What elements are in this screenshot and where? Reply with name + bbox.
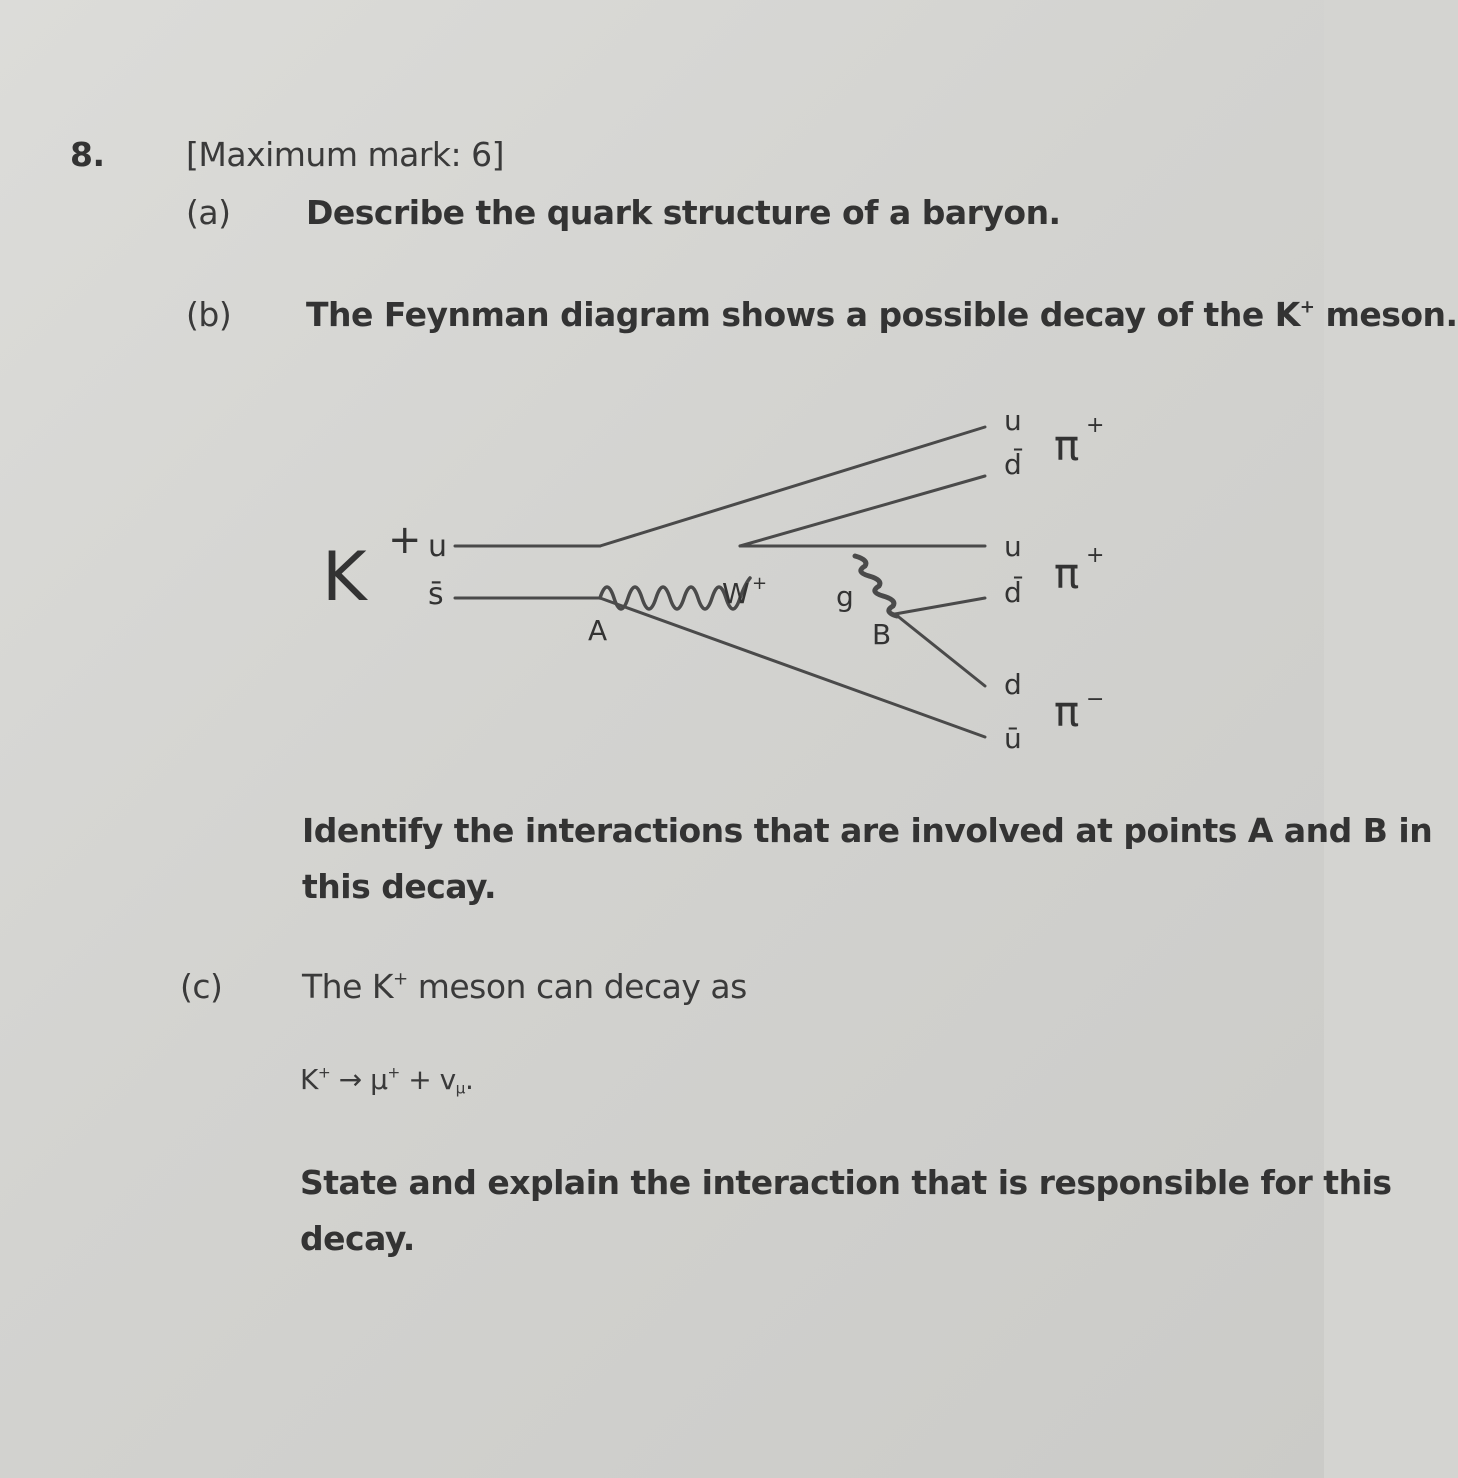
pi1-quark-u: u [1004, 404, 1022, 437]
eq-plus: + [408, 1063, 432, 1096]
pi1-charge: + [1086, 413, 1105, 438]
part-a-label: (a) [186, 193, 231, 232]
w-boson-label: W [722, 577, 750, 610]
part-b-instruction-line2: this decay. [302, 867, 497, 906]
part-c-text [302, 967, 747, 1006]
max-mark: [Maximum mark: 6] [186, 135, 504, 174]
decay-equation [300, 1063, 474, 1098]
part-c-kaon-charge: + [393, 968, 408, 990]
kaon-quark-u: u [428, 529, 448, 564]
vertex-b-label: B [872, 618, 892, 651]
dbar-quark-pi2-line [895, 598, 985, 614]
part-b-text-main: The Feynman diagram shows a possible decay of the K [306, 295, 1300, 334]
pi2-quark-dbar: d̄ [1004, 576, 1022, 609]
pi3-charge: − [1086, 687, 1105, 712]
part-c-instruction-line1: State and explain the interaction that is responsible for this [300, 1163, 1392, 1202]
eq-end: . [464, 1063, 474, 1096]
gluon-label: g [836, 580, 854, 613]
part-b-kaon-charge: + [1299, 296, 1315, 318]
part-c-text-main: The K [302, 967, 394, 1006]
eq-kaon-charge: + [317, 1063, 331, 1082]
ubar-quark-line [600, 598, 985, 737]
part-b-instruction-line1: Identify the interactions that are involved at points A and B in [302, 811, 1433, 850]
u-quark-to-pi1-line [600, 427, 985, 546]
part-b-label: (b) [186, 295, 232, 334]
dbar-quark-pi1-line [740, 476, 985, 546]
part-c-text-end: meson can decay as [407, 967, 747, 1006]
eq-neutrino-flavor: μ [455, 1079, 465, 1098]
d-quark-pi3-line [895, 614, 985, 686]
pi2-charge: + [1086, 543, 1105, 568]
kaon-quark-sbar: s̄ [428, 577, 444, 612]
kaon-symbol: K [322, 538, 367, 617]
vertex-a-label: A [588, 614, 608, 647]
eq-kaon: K [300, 1063, 318, 1096]
pi2-symbol: π [1054, 549, 1080, 598]
eq-muon: μ [370, 1063, 388, 1096]
pi3-quark-d: d [1004, 668, 1022, 701]
part-b-text-end: meson. [1314, 295, 1458, 334]
part-c-instruction-line2: decay. [300, 1219, 415, 1258]
pi2-quark-u: u [1004, 530, 1022, 563]
pi1-quark-dbar: d̄ [1004, 448, 1022, 481]
question-number: 8. [70, 135, 105, 174]
kaon-charge: + [388, 517, 422, 563]
gluon-line [855, 556, 897, 616]
part-a-text: Describe the quark structure of a baryon. [306, 193, 1061, 232]
w-boson-charge: + [752, 573, 768, 594]
eq-arrow: → [338, 1063, 362, 1096]
eq-muon-charge: + [387, 1063, 400, 1082]
part-c-label: (c) [180, 967, 223, 1006]
pi3-quark-ubar: ū [1004, 722, 1022, 755]
pi1-symbol: π [1054, 421, 1080, 470]
pi3-symbol: π [1054, 687, 1080, 736]
eq-neutrino: v [439, 1063, 456, 1096]
